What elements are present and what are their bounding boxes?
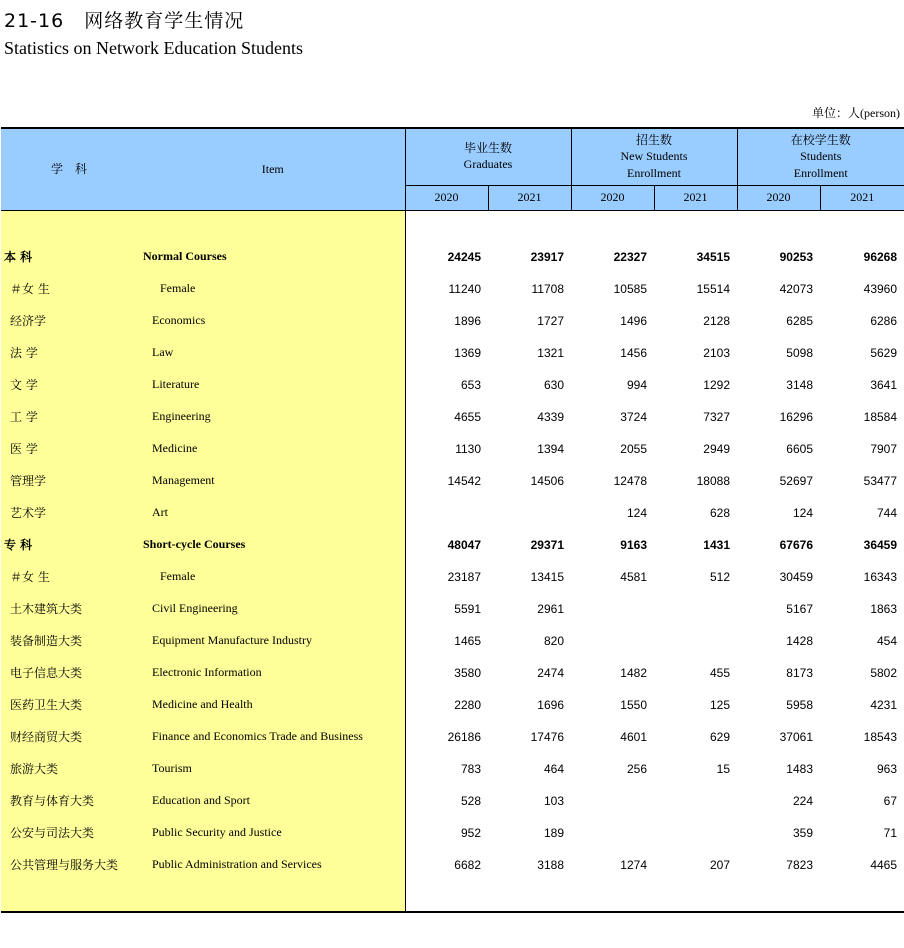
row-label-cn: 公共管理与服务大类	[1, 849, 141, 881]
cell-value: 3580	[405, 657, 488, 689]
table-row	[1, 657, 904, 689]
page-title-cn: 21-16 网络教育学生情况	[4, 10, 245, 32]
row-label-cn: 财经商贸大类	[1, 721, 141, 753]
cell-value: 17476	[530, 729, 564, 744]
cell-value: 42073	[779, 281, 813, 296]
cell-value: 16296	[779, 409, 813, 424]
cell-value: 4601	[620, 729, 647, 744]
cell-value: 36459	[863, 537, 898, 552]
cell-value: 256	[626, 761, 647, 776]
cell-value: 5958	[786, 697, 813, 712]
cell-value: 4339	[537, 409, 564, 424]
header-year: 2021	[820, 185, 904, 210]
cell-value: 1274	[620, 857, 647, 872]
cell-value: 1496	[620, 313, 647, 328]
header-subject-cn: 学 科	[1, 128, 141, 210]
cell-value: 18088	[696, 473, 730, 488]
row-label-cn: 装备制造大类	[1, 625, 141, 657]
table-row	[1, 465, 904, 497]
cell-value: 3641	[870, 377, 898, 392]
row-label-en: Literature	[141, 369, 405, 401]
table-row	[1, 561, 904, 593]
cell-value	[654, 817, 737, 849]
header-year: 2021	[654, 185, 737, 210]
header-enrollment: 在校学生数 Students Enrollment	[737, 128, 904, 185]
cell-value: 1428	[786, 633, 813, 648]
cell-value: 15514	[696, 281, 730, 296]
page-title-en: Statistics on Network Education Students	[4, 38, 303, 58]
cell-value: 1550	[620, 697, 647, 712]
header-year: 2020	[571, 185, 654, 210]
row-label-en: Tourism	[141, 753, 405, 785]
cell-value: 23187	[405, 561, 488, 593]
row-label-cn: 文 学	[1, 369, 141, 401]
cell-value: 7907	[870, 441, 898, 456]
row-label-cn: 本 科	[1, 241, 141, 273]
row-label-en: Medicine and Health	[141, 689, 405, 721]
table-row	[1, 753, 904, 785]
cell-value: 6286	[870, 313, 898, 328]
table-row	[1, 817, 904, 849]
cell-value: 4655	[405, 401, 488, 433]
cell-value: 29371	[530, 537, 564, 552]
cell-value: 2055	[620, 441, 647, 456]
cell-value: 18543	[863, 729, 898, 744]
cell-value: 37061	[779, 729, 813, 744]
cell-value: 653	[405, 369, 488, 401]
header-new-students: 招生数 New Students Enrollment	[571, 128, 737, 185]
cell-value	[654, 593, 737, 625]
row-label-en: Management	[141, 465, 405, 497]
row-label-en: Civil Engineering	[141, 593, 405, 625]
row-label-en: Female	[141, 561, 405, 593]
row-label-cn: 管理学	[1, 465, 141, 497]
cell-value: 103	[543, 793, 564, 808]
unit-en: (person)	[860, 106, 900, 120]
cell-value: 2949	[703, 441, 730, 456]
cell-value: 3724	[620, 409, 647, 424]
cell-value	[571, 817, 654, 849]
cell-value: 15	[716, 761, 730, 776]
cell-value: 1321	[537, 345, 564, 360]
table-row	[1, 433, 904, 465]
cell-value: 18584	[863, 409, 898, 424]
cell-value: 512	[709, 569, 730, 584]
cell-value: 2128	[703, 313, 730, 328]
cell-value: 5591	[405, 593, 488, 625]
cell-value: 96268	[863, 249, 898, 264]
row-label-en: Art	[141, 497, 405, 529]
row-label-en: Electronic Information	[141, 657, 405, 689]
cell-value: 12478	[613, 473, 647, 488]
cell-value: 67676	[779, 537, 813, 552]
row-label-cn: ＃女 生	[1, 561, 141, 593]
row-label-cn: 艺术学	[1, 497, 141, 529]
cell-value	[654, 625, 737, 657]
cell-value: 1431	[703, 537, 730, 552]
row-label-en: Public Security and Justice	[141, 817, 405, 849]
cell-value: 1394	[537, 441, 564, 456]
cell-value: 1292	[703, 377, 730, 392]
row-label-cn: 法 学	[1, 337, 141, 369]
header-year: 2021	[488, 185, 571, 210]
cell-value: 207	[709, 857, 730, 872]
table-row	[1, 305, 904, 337]
row-label-cn: 医药卫生大类	[1, 689, 141, 721]
row-label-cn: 专 科	[1, 529, 141, 561]
table-row	[1, 689, 904, 721]
cell-value: 1896	[405, 305, 488, 337]
header-graduates: 毕业生数 Graduates	[405, 128, 571, 185]
cell-value: 26186	[405, 721, 488, 753]
row-label-en: Equipment Manufacture Industry	[141, 625, 405, 657]
row-label-cn: 教育与体育大类	[1, 785, 141, 817]
cell-value: 1130	[405, 433, 488, 465]
cell-value: 16343	[863, 569, 898, 584]
cell-value: 630	[543, 377, 564, 392]
cell-value: 2474	[537, 665, 564, 680]
cell-value: 52697	[779, 473, 813, 488]
cell-value: 8173	[786, 665, 813, 680]
row-label-cn: 公安与司法大类	[1, 817, 141, 849]
row-label-cn: ＃女 生	[1, 273, 141, 305]
cell-value: 5167	[786, 601, 813, 616]
cell-value: 5629	[870, 345, 898, 360]
cell-value: 744	[876, 505, 898, 520]
cell-value: 454	[876, 633, 898, 648]
cell-value: 71	[883, 825, 898, 840]
cell-value: 30459	[779, 569, 813, 584]
cell-value: 783	[405, 753, 488, 785]
cell-value: 189	[543, 825, 564, 840]
cell-value: 14542	[405, 465, 488, 497]
cell-value: 14506	[530, 473, 564, 488]
table-row	[1, 529, 904, 561]
row-label-en: Engineering	[141, 401, 405, 433]
cell-value: 24245	[405, 241, 488, 273]
cell-value: 528	[405, 785, 488, 817]
cell-value: 67	[883, 793, 898, 808]
cell-value	[488, 497, 571, 529]
cell-value: 124	[792, 505, 813, 520]
cell-value: 1482	[620, 665, 647, 680]
cell-value: 4231	[870, 697, 898, 712]
cell-value: 1465	[405, 625, 488, 657]
table-row	[1, 849, 904, 881]
row-label-en: Economics	[141, 305, 405, 337]
cell-value: 125	[709, 697, 730, 712]
table-row	[1, 337, 904, 369]
row-label-cn: 经济学	[1, 305, 141, 337]
row-label-cn: 土木建筑大类	[1, 593, 141, 625]
statistics-table	[1, 127, 904, 913]
cell-value: 4581	[620, 569, 647, 584]
cell-value: 23917	[530, 249, 564, 264]
row-label-cn: 医 学	[1, 433, 141, 465]
row-label-cn: 旅游大类	[1, 753, 141, 785]
cell-value: 10585	[613, 281, 647, 296]
cell-value: 7327	[703, 409, 730, 424]
cell-value: 1483	[786, 761, 813, 776]
row-label-cn: 工 学	[1, 401, 141, 433]
cell-value: 5802	[870, 665, 898, 680]
cell-value: 90253	[779, 249, 813, 264]
cell-value: 43960	[863, 281, 898, 296]
table-row	[1, 593, 904, 625]
cell-value: 464	[543, 761, 564, 776]
cell-value: 34515	[696, 249, 730, 264]
cell-value: 53477	[863, 473, 898, 488]
cell-value	[571, 593, 654, 625]
cell-value: 1696	[537, 697, 564, 712]
cell-value: 1456	[620, 345, 647, 360]
cell-value: 628	[709, 505, 730, 520]
row-label-en: Normal Courses	[141, 241, 405, 273]
table-row	[1, 273, 904, 305]
table-row	[1, 625, 904, 657]
row-label-en: Education and Sport	[141, 785, 405, 817]
cell-value: 1369	[405, 337, 488, 369]
header-year: 2020	[737, 185, 820, 210]
row-label-en: Finance and Economics Trade and Business	[141, 721, 405, 753]
table-row	[1, 497, 904, 529]
cell-value: 48047	[405, 529, 488, 561]
cell-value	[654, 785, 737, 817]
cell-value: 6682	[405, 849, 488, 881]
row-label-en: Medicine	[141, 433, 405, 465]
cell-value: 3148	[786, 377, 813, 392]
cell-value: 2280	[405, 689, 488, 721]
cell-value: 455	[709, 665, 730, 680]
cell-value: 2961	[537, 601, 564, 616]
row-label-en: Public Administration and Services	[141, 849, 405, 881]
cell-value	[571, 785, 654, 817]
header-item-en: Item	[141, 128, 405, 210]
cell-value	[571, 625, 654, 657]
cell-value: 963	[876, 761, 898, 776]
cell-value: 6605	[786, 441, 813, 456]
row-label-en: Female	[141, 273, 405, 305]
cell-value: 22327	[613, 249, 647, 264]
unit-cn: 单位：人	[812, 106, 861, 120]
cell-value: 124	[626, 505, 647, 520]
cell-value: 6285	[786, 313, 813, 328]
cell-value: 4465	[870, 857, 898, 872]
cell-value: 820	[543, 633, 564, 648]
cell-value	[405, 497, 488, 529]
cell-value: 224	[792, 793, 813, 808]
cell-value: 11708	[531, 281, 564, 296]
cell-value: 13415	[530, 569, 564, 584]
cell-value: 9163	[620, 537, 647, 552]
header-year: 2020	[405, 185, 488, 210]
cell-value: 359	[792, 825, 813, 840]
cell-value: 7823	[786, 857, 813, 872]
cell-value: 994	[626, 377, 647, 392]
table-row	[1, 369, 904, 401]
row-label-cn: 电子信息大类	[1, 657, 141, 689]
cell-value: 11240	[405, 273, 488, 305]
row-label-en: Law	[141, 337, 405, 369]
cell-value: 1727	[537, 313, 564, 328]
unit-label	[812, 104, 900, 121]
row-label-en: Short-cycle Courses	[141, 529, 405, 561]
cell-value: 2103	[703, 345, 730, 360]
table-row	[1, 721, 904, 753]
cell-value: 5098	[786, 345, 813, 360]
cell-value: 629	[709, 729, 730, 744]
cell-value: 1863	[870, 601, 898, 616]
cell-value: 952	[405, 817, 488, 849]
cell-value: 3188	[537, 857, 564, 872]
table-row	[1, 241, 904, 273]
table-row	[1, 785, 904, 817]
table-row	[1, 401, 904, 433]
